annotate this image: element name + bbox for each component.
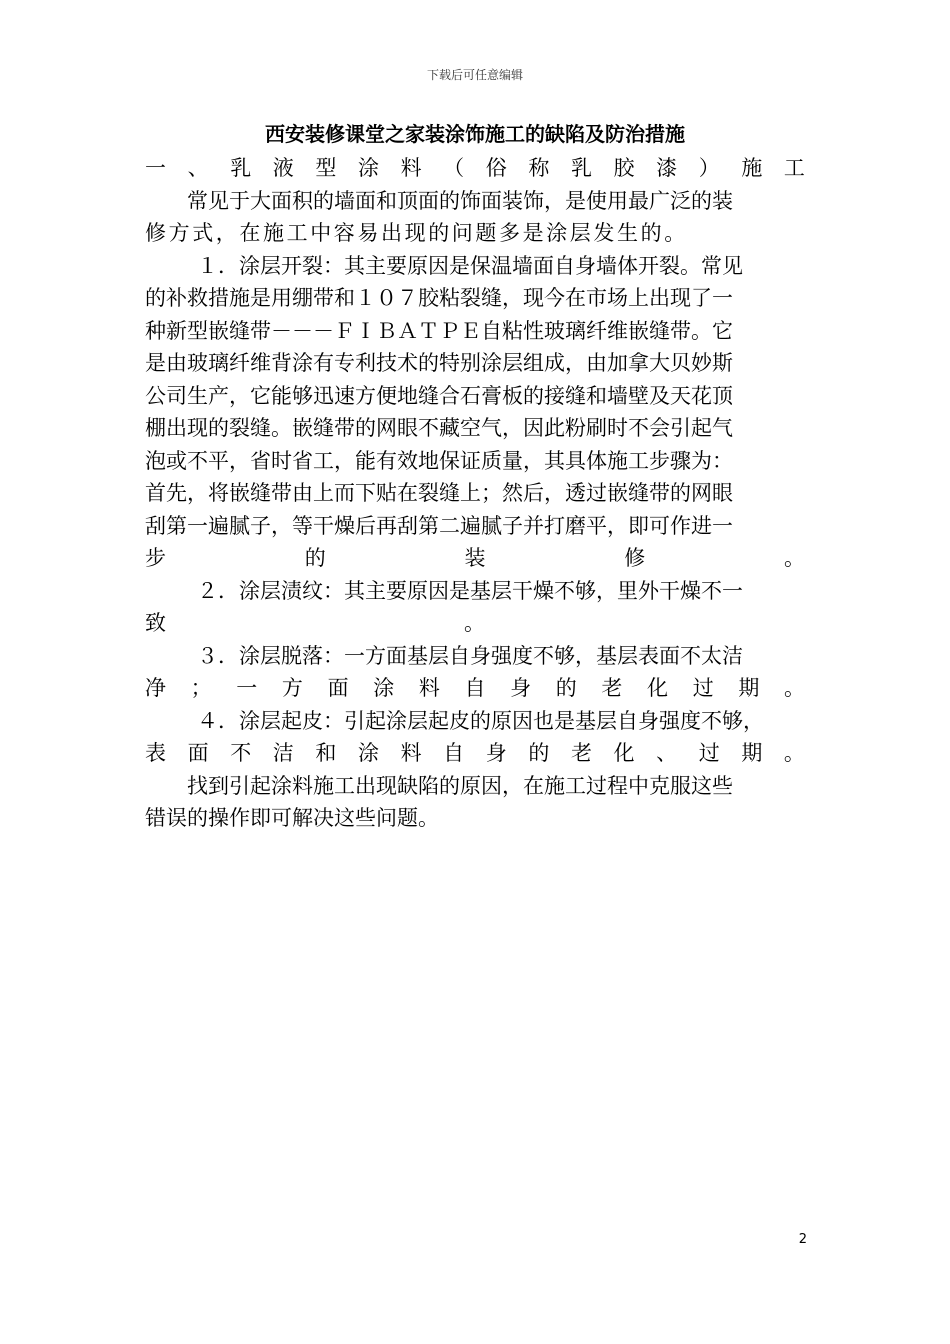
spread-char: 一: [236, 676, 258, 700]
spread-char: 。: [784, 546, 805, 570]
paragraph-line: １．涂层开裂：其主要原因是保温墙面自身墙体开裂。常见: [197, 253, 743, 278]
page-number: 2: [798, 1232, 807, 1247]
spread-char: 料: [418, 676, 440, 700]
spread-char: 的: [555, 676, 577, 700]
spread-char: 洁: [272, 741, 294, 765]
spread-char: 不: [230, 741, 252, 765]
paragraph-line: 错误的操作即可解决这些问题。: [145, 806, 439, 830]
spread-char: 致: [145, 611, 166, 635]
spread-char: 期: [741, 741, 763, 765]
spread-char: 涂: [357, 741, 379, 765]
spread-char: 和: [315, 741, 337, 765]
paragraph-line-justified: [145, 607, 805, 640]
spread-char: 、: [187, 156, 209, 180]
spread-char: 称: [528, 156, 550, 180]
spread-char: 过: [698, 741, 720, 765]
spread-char: 净: [145, 676, 166, 700]
spread-char: 化: [647, 676, 669, 700]
spread-char: 表: [145, 741, 166, 765]
paragraph-line-justified: [145, 737, 805, 770]
paragraph-line: 找到引起涂料施工出现缺陷的原因，在施工过程中克服这些: [187, 773, 733, 798]
spread-char: 面: [327, 676, 349, 700]
spread-char: 型: [315, 156, 337, 180]
paragraph-line-justified: [145, 542, 805, 575]
spread-char: 装: [464, 546, 486, 570]
spread-char: 料: [400, 741, 422, 765]
spread-char: 乳: [230, 156, 252, 180]
spread-char: 。: [783, 741, 805, 765]
spread-char: 过: [692, 676, 714, 700]
paragraph-line: 是由玻璃纤维背涂有专利技术的特别涂层组成，由加拿大贝妙斯: [145, 351, 733, 375]
spread-char: ；: [190, 676, 212, 700]
spread-char: 乳: [570, 156, 592, 180]
section-heading: [145, 152, 805, 185]
paragraph-line: 的补救措施是用绷带和１０７胶粘裂缝，现今在市场上出现了一: [145, 286, 733, 310]
spread-char: 身: [510, 676, 532, 700]
spread-char: 胶: [613, 156, 635, 180]
spread-char: 施: [741, 156, 763, 180]
paragraph-line: 修方式，在施工中容易出现的问题多是涂层发生的。: [145, 221, 688, 245]
spread-char: 方: [281, 676, 303, 700]
paragraph-line-justified: [145, 672, 805, 705]
paragraph-line: 泡或不平，省时省工，能有效地保证质量，其具体施工步骤为：: [145, 448, 733, 473]
spread-char: 老: [570, 741, 592, 765]
paragraph-line: 种新型嵌缝带－－－ＦＩＢＡＴＰＥ自粘性玻璃纤维嵌缝带。它: [145, 318, 733, 343]
paragraph-line: ４．涂层起皮：引起涂层起皮的原因也是基层自身强度不够，: [197, 708, 764, 733]
spread-char: 老: [601, 676, 623, 700]
paragraph-line: ２．涂层渍纹：其主要原因是基层干燥不够，里外干燥不一: [197, 578, 743, 603]
document-title: 西安装修课堂之家装涂饰施工的缺陷及防治措施: [265, 122, 685, 146]
paragraph-line: 刮第一遍腻子，等干燥后再刮第二遍腻子并打磨平，即可作进一: [145, 513, 733, 538]
spread-char: 自: [464, 676, 486, 700]
spread-char: 涂: [373, 676, 395, 700]
paragraph-line: 公司生产，它能够迅速方便地缝合石膏板的接缝和墙壁及天花顶: [145, 383, 733, 408]
document-body: [145, 152, 805, 835]
spread-char: 料: [400, 156, 422, 180]
spread-char: 涂: [357, 156, 379, 180]
spread-char: 一: [145, 156, 166, 180]
paragraph-line: 首先，将嵌缝带由上而下贴在裂缝上；然后，透过嵌缝带的网眼: [145, 481, 733, 505]
spread-char: 身: [485, 741, 507, 765]
spread-char: 面: [187, 741, 209, 765]
spread-char: 俗: [485, 156, 507, 180]
spread-char: 。: [783, 676, 805, 700]
spread-char: 。: [464, 611, 485, 635]
spread-char: 修: [624, 546, 646, 570]
spread-char: ）: [698, 156, 720, 180]
spread-char: 自: [443, 741, 465, 765]
spread-char: 、: [656, 741, 678, 765]
spread-char: 化: [613, 741, 635, 765]
paragraph-line: ３．涂层脱落：一方面基层自身强度不够，基层表面不太洁: [197, 643, 743, 668]
spread-char: 漆: [656, 156, 678, 180]
header-note: 下载后可任意编辑: [426, 68, 523, 82]
paragraph-line: 棚出现的裂缝。嵌缝带的网眼不藏空气，因此粉刷时不会引起气: [145, 416, 733, 440]
paragraph-line: 常见于大面积的墙面和顶面的饰面装饰，是使用最广泛的装: [187, 188, 733, 213]
spread-char: 的: [528, 741, 550, 765]
spread-char: 液: [272, 156, 294, 180]
spread-char: 期: [738, 676, 760, 700]
spread-char: 步: [145, 546, 166, 570]
spread-char: 工: [783, 156, 805, 180]
spread-char: （: [443, 156, 465, 180]
spread-char: 的: [304, 546, 326, 570]
